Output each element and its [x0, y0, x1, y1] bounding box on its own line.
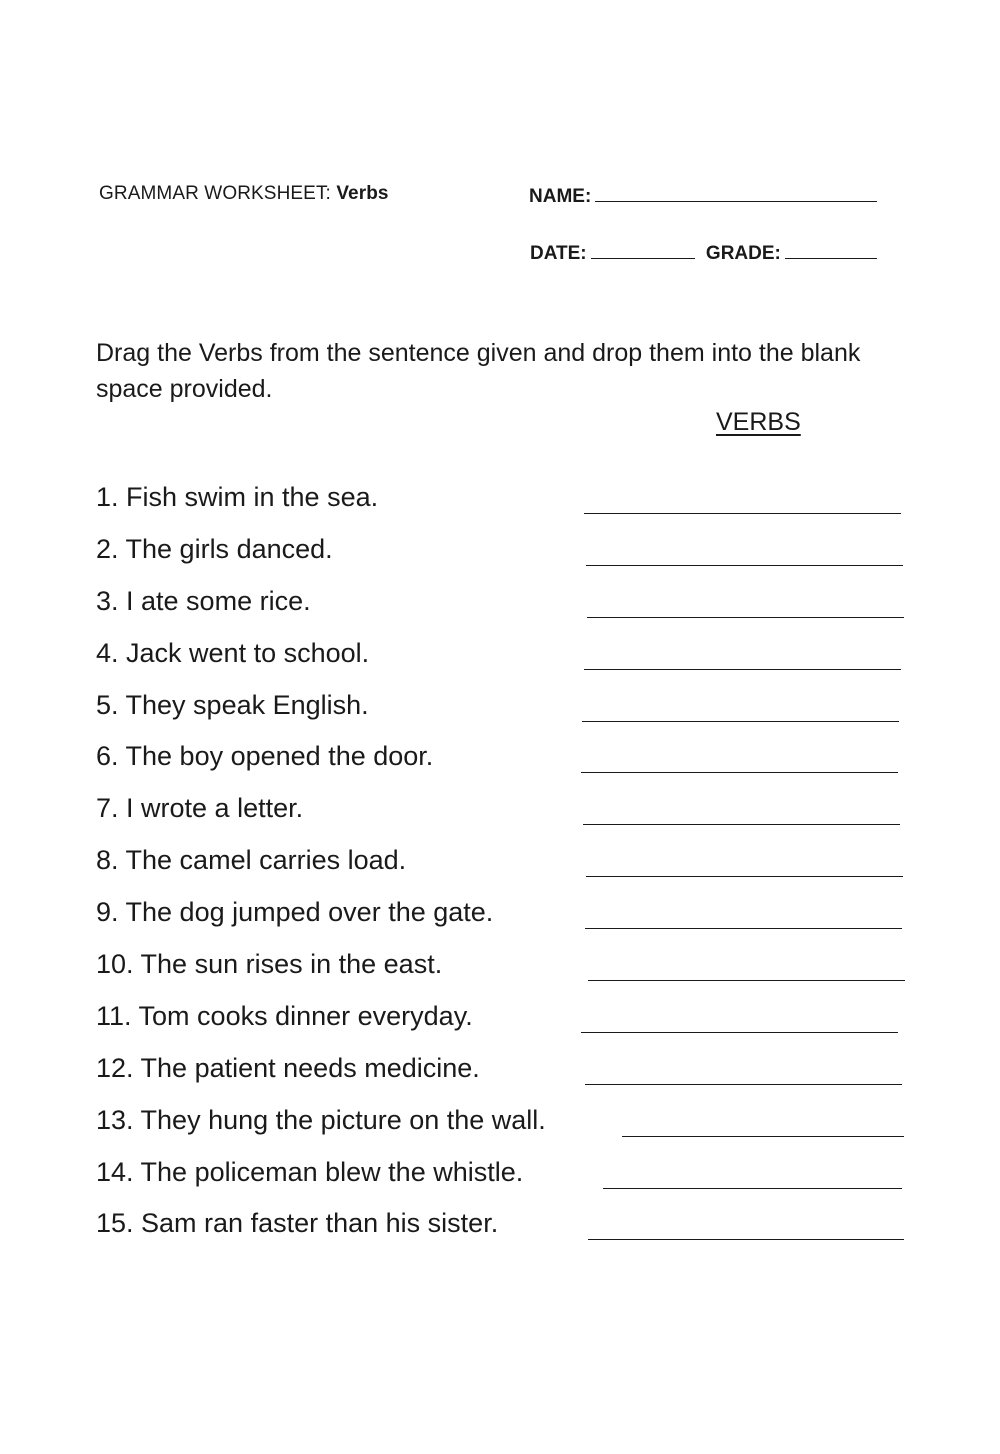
date-label: DATE:	[530, 243, 587, 264]
verbs-column-heading: VERBS	[716, 408, 801, 436]
list-item	[96, 1051, 916, 1103]
sentence-text: 8. The camel carries load.	[96, 845, 407, 876]
list-item	[96, 688, 916, 740]
list-item	[96, 1155, 916, 1207]
verb-drop-zone[interactable]	[585, 1084, 902, 1085]
list-item	[96, 895, 916, 947]
sentence-list	[96, 480, 916, 1258]
verb-drop-zone[interactable]	[581, 772, 898, 773]
date-input-line[interactable]	[591, 240, 695, 259]
name-input-line[interactable]	[595, 183, 877, 202]
verb-drop-zone[interactable]	[582, 721, 899, 722]
sentence-text: 5. They speak English.	[96, 689, 369, 720]
verb-drop-zone[interactable]	[584, 513, 901, 514]
date-grade-row	[530, 240, 877, 265]
list-item	[96, 480, 916, 532]
verb-drop-zone[interactable]	[587, 617, 904, 618]
verb-drop-zone[interactable]	[584, 669, 901, 670]
list-item	[96, 739, 916, 791]
verb-drop-zone[interactable]	[581, 1032, 898, 1033]
sentence-text: 11. Tom cooks dinner everyday.	[96, 1000, 473, 1031]
verb-drop-zone[interactable]	[588, 1239, 904, 1240]
verb-drop-zone[interactable]	[588, 980, 905, 981]
grade-label: GRADE:	[705, 243, 781, 264]
verb-drop-zone[interactable]	[622, 1136, 904, 1137]
verb-drop-zone[interactable]	[586, 876, 903, 877]
sentence-text: 14. The policeman blew the whistle.	[96, 1156, 524, 1187]
sentence-text: 6. The boy opened the door.	[96, 741, 434, 772]
worksheet-title-topic: Verbs	[336, 183, 389, 204]
name-label: NAME:	[529, 186, 592, 207]
sentence-text: 15. Sam ran faster than his sister.	[96, 1208, 499, 1239]
list-item	[96, 584, 916, 636]
sentence-text: 7. I wrote a letter.	[96, 793, 304, 824]
sentence-text: 4. Jack went to school.	[96, 637, 370, 668]
verb-drop-zone[interactable]	[586, 565, 903, 566]
list-item	[96, 532, 916, 584]
worksheet-title	[99, 183, 389, 205]
sentence-text: 9. The dog jumped over the gate.	[96, 897, 494, 928]
verb-drop-zone[interactable]	[603, 1188, 902, 1189]
list-item	[96, 843, 916, 895]
grade-input-line[interactable]	[785, 240, 877, 259]
list-item	[96, 1103, 916, 1155]
verb-drop-zone[interactable]	[585, 928, 902, 929]
list-item	[96, 636, 916, 688]
list-item	[96, 947, 916, 999]
sentence-text: 1. Fish swim in the sea.	[96, 482, 379, 512]
verb-drop-zone[interactable]	[583, 824, 900, 825]
sentence-text: 3. I ate some rice.	[96, 585, 311, 616]
list-item	[96, 999, 916, 1051]
list-item	[96, 1206, 916, 1258]
worksheet-title-prefix: GRAMMAR WORKSHEET:	[99, 183, 337, 204]
sentence-text: 12. The patient needs medicine.	[96, 1052, 480, 1083]
instructions-text: Drag the Verbs from the sentence given and drop them into the blank space provided.	[96, 339, 861, 403]
sentence-text: 13. They hung the picture on the wall.	[96, 1104, 546, 1135]
sentence-text: 10. The sun rises in the east.	[96, 949, 443, 980]
sentence-text: 2. The girls danced.	[96, 533, 333, 564]
name-row	[529, 183, 877, 208]
list-item	[96, 791, 916, 843]
